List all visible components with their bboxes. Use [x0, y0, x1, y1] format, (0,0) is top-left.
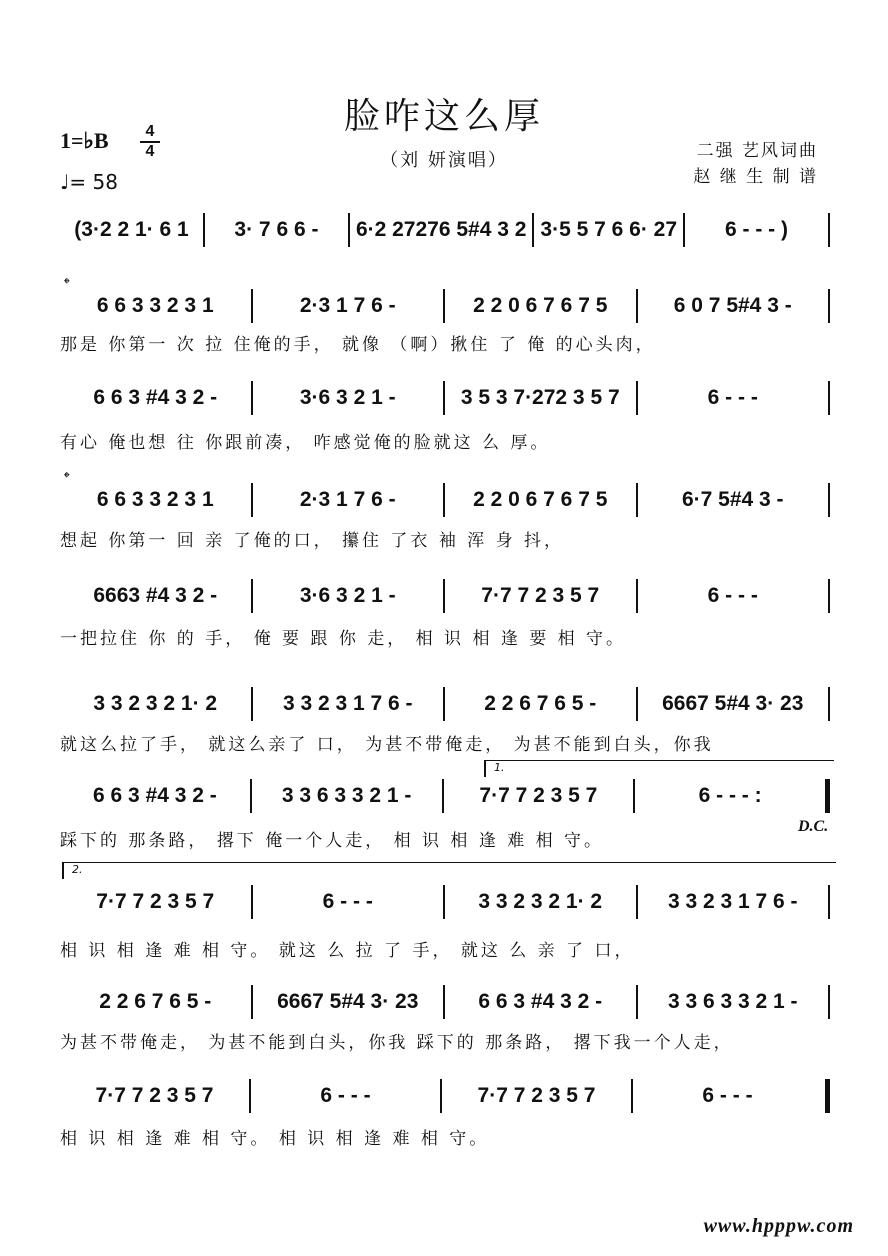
measure: 3 3 2 3 2 1· 2: [93, 692, 218, 715]
measure: 3 5 3 7·272 3 5 7: [460, 386, 620, 409]
measure: 6 6 3 3 2 3 1: [96, 294, 214, 317]
barline: [828, 289, 830, 323]
measure: 7·7 7 2 3 5 7: [477, 1084, 596, 1107]
score-system: [60, 482, 830, 518]
measure: 7·7 7 2 3 5 7: [95, 1084, 214, 1107]
measure: 3 3 2 3 1 7 6 -: [282, 692, 413, 715]
key-signature: 1=♭B: [60, 128, 109, 153]
score-system: [60, 578, 830, 614]
barline: [828, 687, 830, 721]
score-system: [60, 1078, 830, 1114]
measure: 3·6 3 2 1 -: [299, 584, 396, 607]
barline: [828, 985, 830, 1019]
lyric-line: 为甚不带俺走， 为甚不能到白头，你我 踩下的 那条路， 撂下我一个人走，: [60, 1033, 734, 1053]
measure: 2 2 0 6 7 6 7 5: [473, 488, 608, 511]
measure: 6 6 3 #4 3 2 -: [92, 784, 217, 807]
measure: 6 - - -: [322, 890, 373, 913]
measure: 6 - - -: [320, 1084, 371, 1107]
intro-system: [60, 212, 830, 248]
measure: 3 3 2 3 1 7 6 -: [667, 890, 798, 913]
final-barline: [825, 1079, 830, 1113]
volta-bracket: 2.: [62, 862, 836, 879]
measure: 6 - - -: [707, 386, 758, 409]
barline: [828, 483, 830, 517]
measure: 6 - - -: [702, 1084, 753, 1107]
lyric-line: 想起 你第一 回 亲 了俺的口， 攥住 了衣 袖 浑 身 抖，: [60, 531, 565, 551]
measure: 2 2 6 7 6 5 -: [484, 692, 597, 715]
lyric-line: 就这么拉了手， 就这么亲了 口， 为甚不带俺走， 为甚不能到白头，你我: [60, 735, 714, 755]
measure: 3 3 6 3 3 2 1 -: [667, 990, 798, 1013]
repeat-barline: [825, 779, 830, 813]
segno-sign: 𝄌: [64, 468, 70, 487]
meter-top: 4: [145, 123, 155, 140]
measure: 6663 #4 3 2 -: [93, 584, 218, 607]
measure: 7·7 7 2 3 5 7: [479, 784, 598, 807]
barline: [828, 885, 830, 919]
score-system: [60, 984, 830, 1020]
singer-line: （刘 妍演唱）: [380, 150, 508, 171]
measure: 6 6 3 #4 3 2 -: [478, 990, 603, 1013]
measure: 6·2 27276 5#4 3 2: [355, 218, 527, 241]
measure: 2·3 1 7 6 -: [299, 294, 396, 317]
score-system: [60, 686, 830, 722]
lyric-line: 相 识 相 逢 难 相 守。 相 识 相 逢 难 相 守。: [60, 1129, 490, 1149]
measure: (3·2 2 1· 6 1: [74, 218, 189, 241]
measure: 6 0 7 5#4 3 -: [673, 294, 792, 317]
measure: 6667 5#4 3· 23: [277, 990, 419, 1013]
meter-bottom: 4: [145, 143, 155, 160]
lyric-line: 那是 你第一 次 拉 住俺的手， 就像 （啊）揪住 了 俺 的心头肉，: [60, 335, 656, 355]
measure: 6 6 3 #4 3 2 -: [93, 386, 218, 409]
dc-marking: D.C.: [798, 818, 829, 835]
lyric-line: 一把拉住 你 的 手， 俺 要 跟 你 走， 相 识 相 逢 要 相 守。: [60, 629, 627, 649]
measure: 7·7 7 2 3 5 7: [481, 584, 600, 607]
credit-composer: 二强 艺风词曲: [696, 141, 818, 161]
volta-bracket: 1.: [484, 760, 834, 777]
measure: 6·7 5#4 3 -: [681, 488, 784, 511]
measure: 2·3 1 7 6 -: [299, 488, 396, 511]
tempo-marking: ♩= 58: [60, 170, 118, 194]
score-system: [60, 778, 830, 814]
measure: 6 6 3 3 2 3 1: [96, 488, 214, 511]
measure: 2 2 6 7 6 5 -: [99, 990, 212, 1013]
score-system: [60, 288, 830, 324]
barline: [828, 381, 830, 415]
measure: 6 - - -: [707, 584, 758, 607]
barline: [828, 213, 830, 247]
measure: 7·7 7 2 3 5 7: [96, 890, 215, 913]
score-system: [60, 380, 830, 416]
credit-arranger: 赵 继 生 制 谱: [693, 167, 818, 187]
measure: 3 3 2 3 2 1· 2: [478, 890, 603, 913]
segno-sign: 𝄌: [64, 274, 70, 293]
lyric-line: 踩下的 那条路， 撂下 俺一个人走， 相 识 相 逢 难 相 守。: [60, 831, 605, 851]
song-title: 脸咋这么厚: [343, 96, 544, 137]
time-signature: [140, 124, 160, 160]
website-watermark: www.hpppw.com: [703, 1215, 854, 1237]
measure: 3· 7 6 6 -: [234, 218, 319, 241]
measure: 6 - - - :: [698, 784, 762, 807]
measure: 3 3 6 3 3 2 1 -: [281, 784, 412, 807]
measure: 6 - - - ): [725, 218, 788, 241]
lyric-line: 有心 俺也想 往 你跟前凑， 咋感觉俺的脸就这 么 厚。: [60, 433, 551, 453]
measure: 2 2 0 6 7 6 7 5: [473, 294, 608, 317]
lyric-line: 相 识 相 逢 难 相 守。 就这 么 拉 了 手， 就这 么 亲 了 口，: [60, 941, 635, 961]
measure: 6667 5#4 3· 23: [662, 692, 804, 715]
barline: [828, 579, 830, 613]
measure: 3·6 3 2 1 -: [299, 386, 396, 409]
score-system: [60, 884, 830, 920]
measure: 3·5 5 7 6 6· 27: [540, 218, 678, 241]
